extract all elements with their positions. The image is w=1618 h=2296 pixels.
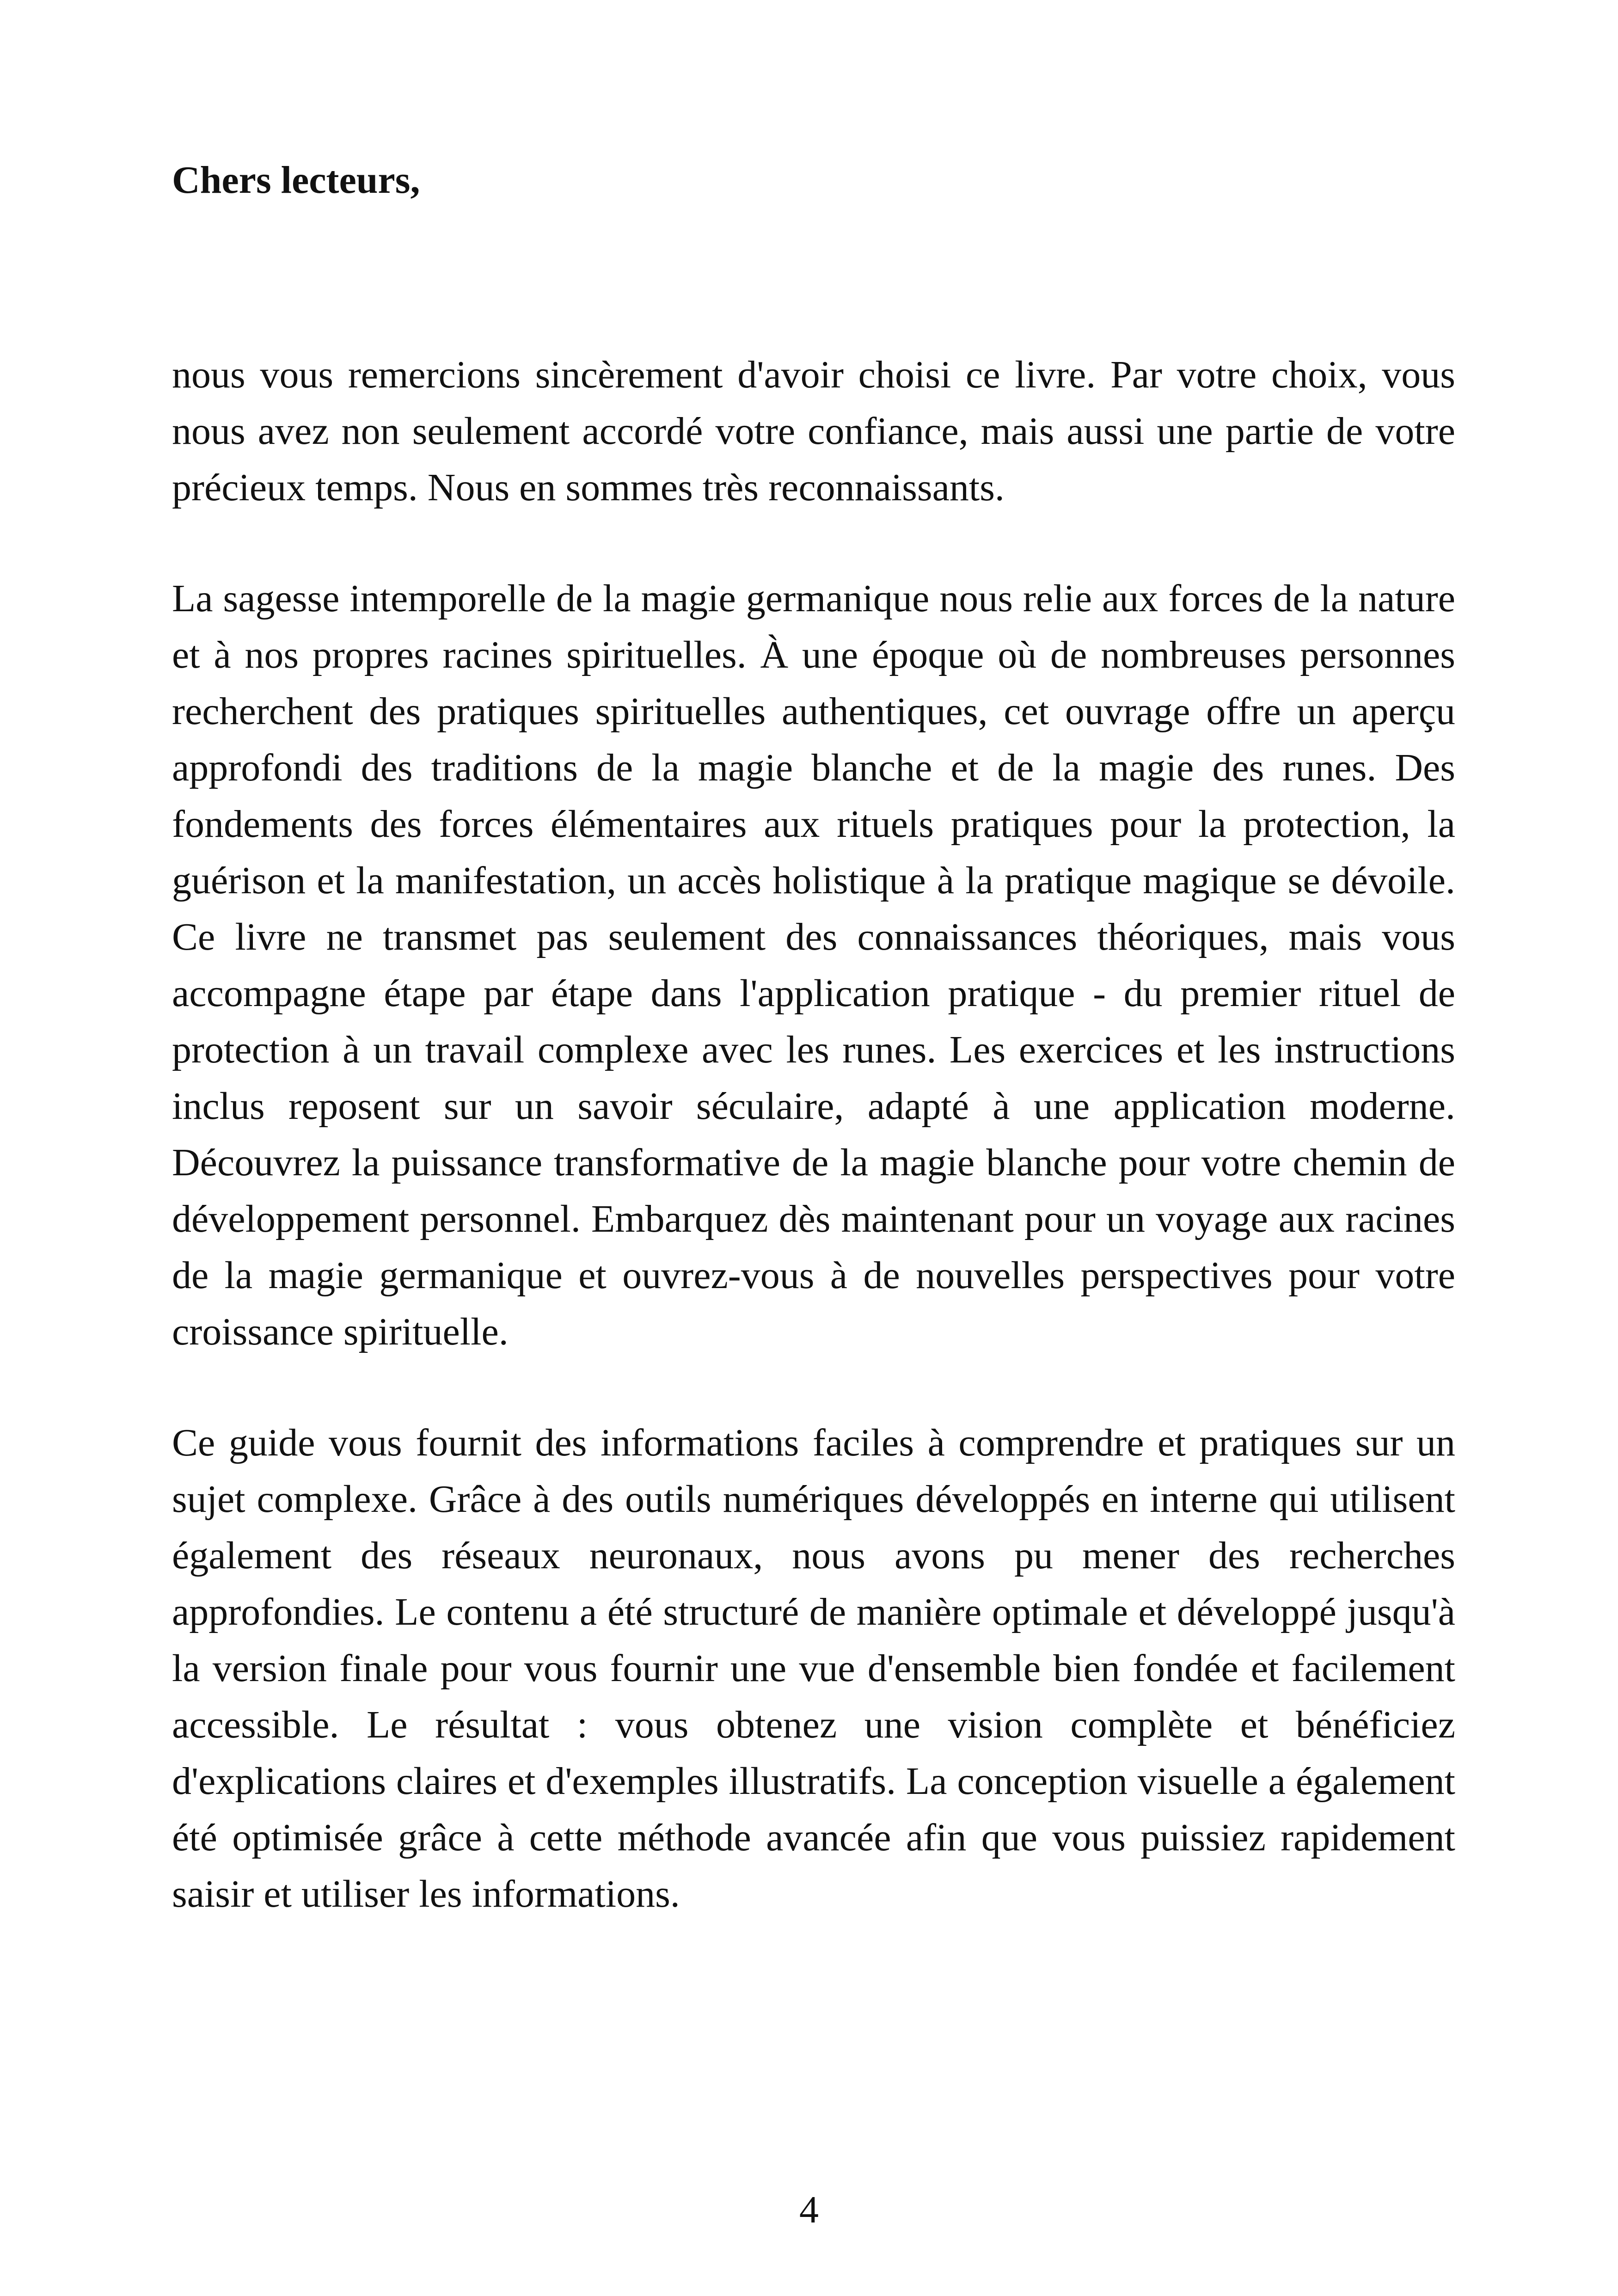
paragraph-methodology: Ce guide vous fournit des informations faciles à comprendre et pratiques sur un sujet complexe. Grâce à des outils numériques développés en interne qui utilisent également des réseaux neuronaux, nous avons pu mener des recherches approfondies. Le contenu a été structuré de manière optimale et développé jusqu'à la version finale pour vous fournir une vue d'ensemble bien fondée et facilement accessible. Le résultat : vous obtenez une vision complète et bénéficiez d'explications claires et d'exemples illustratifs. La conception visuelle a également été optimisée grâce à cette méthode avancée afin que vous puissiez rapidement saisir et utiliser les informations. (172, 1421, 1455, 1915)
paragraph-thanks: nous vous remercions sincèrement d'avoir choisi ce livre. Par votre choix, vous nous avez non seulement accordé votre confiance, mais aussi une partie de votre précieux temps. Nous en sommes très reconnaissants. (172, 353, 1455, 509)
page-content (172, 153, 1455, 1977)
paragraph-introduction: La sagesse intemporelle de la magie germanique nous relie aux forces de la nature et à nos propres racines spirituelles. À une époque où de nombreuses personnes recherchent des pratiques spirituelles authentiques, cet ouvrage offre un aperçu approfondi des traditions de la magie blanche et de la magie des runes. Des fondements des forces élémentaires aux rituels pratiques pour la protection, la guérison et la manifestation, un accès holistique à la pratique magique se dévoile. Ce livre ne transmet pas seulement des connaissances théoriques, mais vous accompagne étape par étape dans l'application pratique - du premier rituel de protection à un travail complexe avec les runes. Les exercices et les instructions inclus reposent sur un savoir séculaire, adapté à une application moderne. Découvrez la puissance transformative de la magie blanche pour votre chemin de développement personnel. Embarquez dès maintenant pour un voyage aux racines de la magie germanique et ouvrez-vous à de nouvelles perspectives pour votre croissance spirituelle. (172, 577, 1455, 1353)
page-number: 4 (799, 2188, 819, 2231)
body-text (172, 347, 1455, 1922)
salutation-heading: Chers lecteurs, (172, 159, 420, 202)
